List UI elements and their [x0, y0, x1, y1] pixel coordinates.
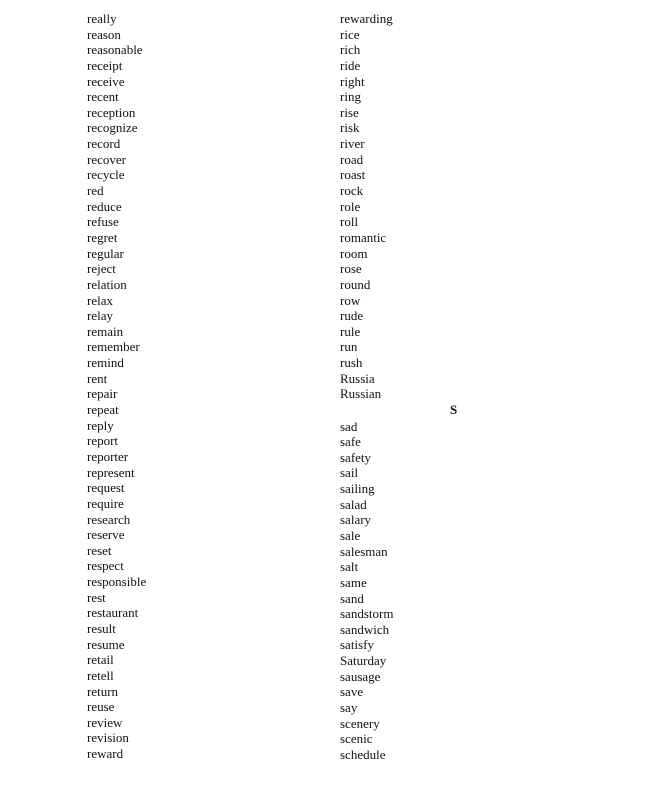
word-item: sausage: [340, 668, 381, 684]
word-item: round: [340, 276, 371, 292]
word-item: remember: [87, 339, 140, 355]
word-item: ring: [340, 89, 361, 105]
right-word-column-s: [340, 419, 393, 763]
word-item: reception: [87, 104, 136, 120]
word-item: romantic: [340, 229, 387, 245]
word-item: recycle: [87, 167, 125, 183]
word-item: result: [87, 620, 116, 636]
word-item: role: [340, 198, 361, 214]
word-item: regular: [87, 245, 124, 261]
word-item: rise: [340, 104, 359, 120]
word-item: resume: [87, 636, 125, 652]
word-item: reward: [87, 746, 124, 762]
word-item: sandwich: [340, 621, 390, 637]
word-item: reasonable: [87, 42, 143, 58]
word-item: sandstorm: [340, 606, 394, 622]
right-word-column-r: [340, 11, 393, 402]
word-item: revision: [87, 730, 129, 746]
word-item: remain: [87, 323, 124, 339]
word-item: responsible: [87, 574, 147, 590]
word-item: run: [340, 339, 358, 355]
word-item: represent: [87, 464, 135, 480]
word-item: rest: [87, 589, 106, 605]
word-item: sail: [340, 465, 359, 481]
word-item: repeat: [87, 402, 119, 418]
word-item: rude: [340, 308, 364, 324]
word-item: retell: [87, 667, 114, 683]
word-item: review: [87, 714, 123, 730]
section-heading-s: S: [450, 402, 458, 417]
word-item: scenery: [340, 715, 380, 731]
word-item: rose: [340, 261, 362, 277]
word-item: relay: [87, 308, 113, 324]
word-item: safety: [340, 449, 372, 465]
word-item: restaurant: [87, 605, 139, 621]
word-item: reserve: [87, 527, 125, 543]
word-item: request: [87, 480, 125, 496]
word-item: require: [87, 495, 124, 511]
word-item: rewarding: [340, 11, 393, 26]
word-item: rent: [87, 370, 108, 386]
word-item: sailing: [340, 481, 375, 497]
word-item: river: [340, 136, 365, 152]
word-item: salary: [340, 512, 372, 528]
word-item: Russian: [340, 386, 382, 402]
word-item: salad: [340, 496, 367, 512]
word-item: reason: [87, 26, 121, 42]
word-item: remind: [87, 355, 124, 371]
word-item: rock: [340, 183, 364, 199]
word-item: refuse: [87, 214, 119, 230]
word-item: rice: [340, 26, 360, 42]
word-item: sale: [340, 527, 361, 543]
word-item: room: [340, 245, 368, 261]
word-item: save: [340, 684, 364, 700]
word-item: ride: [340, 57, 361, 73]
word-item: row: [340, 292, 361, 308]
word-item: roast: [340, 167, 366, 183]
word-item: Saturday: [340, 653, 387, 669]
word-item: scenic: [340, 731, 373, 747]
word-item: recognize: [87, 120, 138, 136]
word-item: really: [87, 11, 117, 26]
word-item: receive: [87, 73, 125, 89]
word-item: rush: [340, 355, 363, 371]
word-item: satisfy: [340, 637, 374, 653]
left-word-column: [87, 11, 146, 762]
word-item: relax: [87, 292, 113, 308]
word-item: Russia: [340, 370, 375, 386]
word-item: research: [87, 511, 131, 527]
word-item: right: [340, 73, 365, 89]
word-item: road: [340, 151, 364, 167]
word-item: return: [87, 683, 119, 699]
word-item: reply: [87, 417, 114, 433]
word-item: regret: [87, 229, 118, 245]
word-item: reset: [87, 542, 112, 558]
word-item: say: [340, 700, 358, 716]
word-item: salesman: [340, 543, 388, 559]
word-item: schedule: [340, 746, 386, 762]
word-item: reject: [87, 261, 116, 277]
word-item: sand: [340, 590, 364, 606]
word-item: rule: [340, 323, 361, 339]
word-item: record: [87, 136, 121, 152]
word-item: recent: [87, 89, 119, 105]
word-item: reduce: [87, 198, 122, 214]
word-item: reporter: [87, 448, 129, 464]
word-item: sad: [340, 418, 358, 434]
word-item: roll: [340, 214, 359, 230]
word-item: repair: [87, 386, 118, 402]
word-item: safe: [340, 434, 361, 450]
word-item: respect: [87, 558, 124, 574]
word-item: report: [87, 433, 119, 449]
word-item: salt: [340, 559, 359, 575]
word-item: red: [87, 183, 104, 199]
word-item: risk: [340, 120, 360, 136]
word-item: reuse: [87, 699, 115, 715]
word-item: same: [340, 574, 367, 590]
word-item: relation: [87, 276, 127, 292]
word-item: rich: [340, 42, 361, 58]
word-item: retail: [87, 652, 114, 668]
word-item: receipt: [87, 57, 123, 73]
word-item: recover: [87, 151, 126, 167]
